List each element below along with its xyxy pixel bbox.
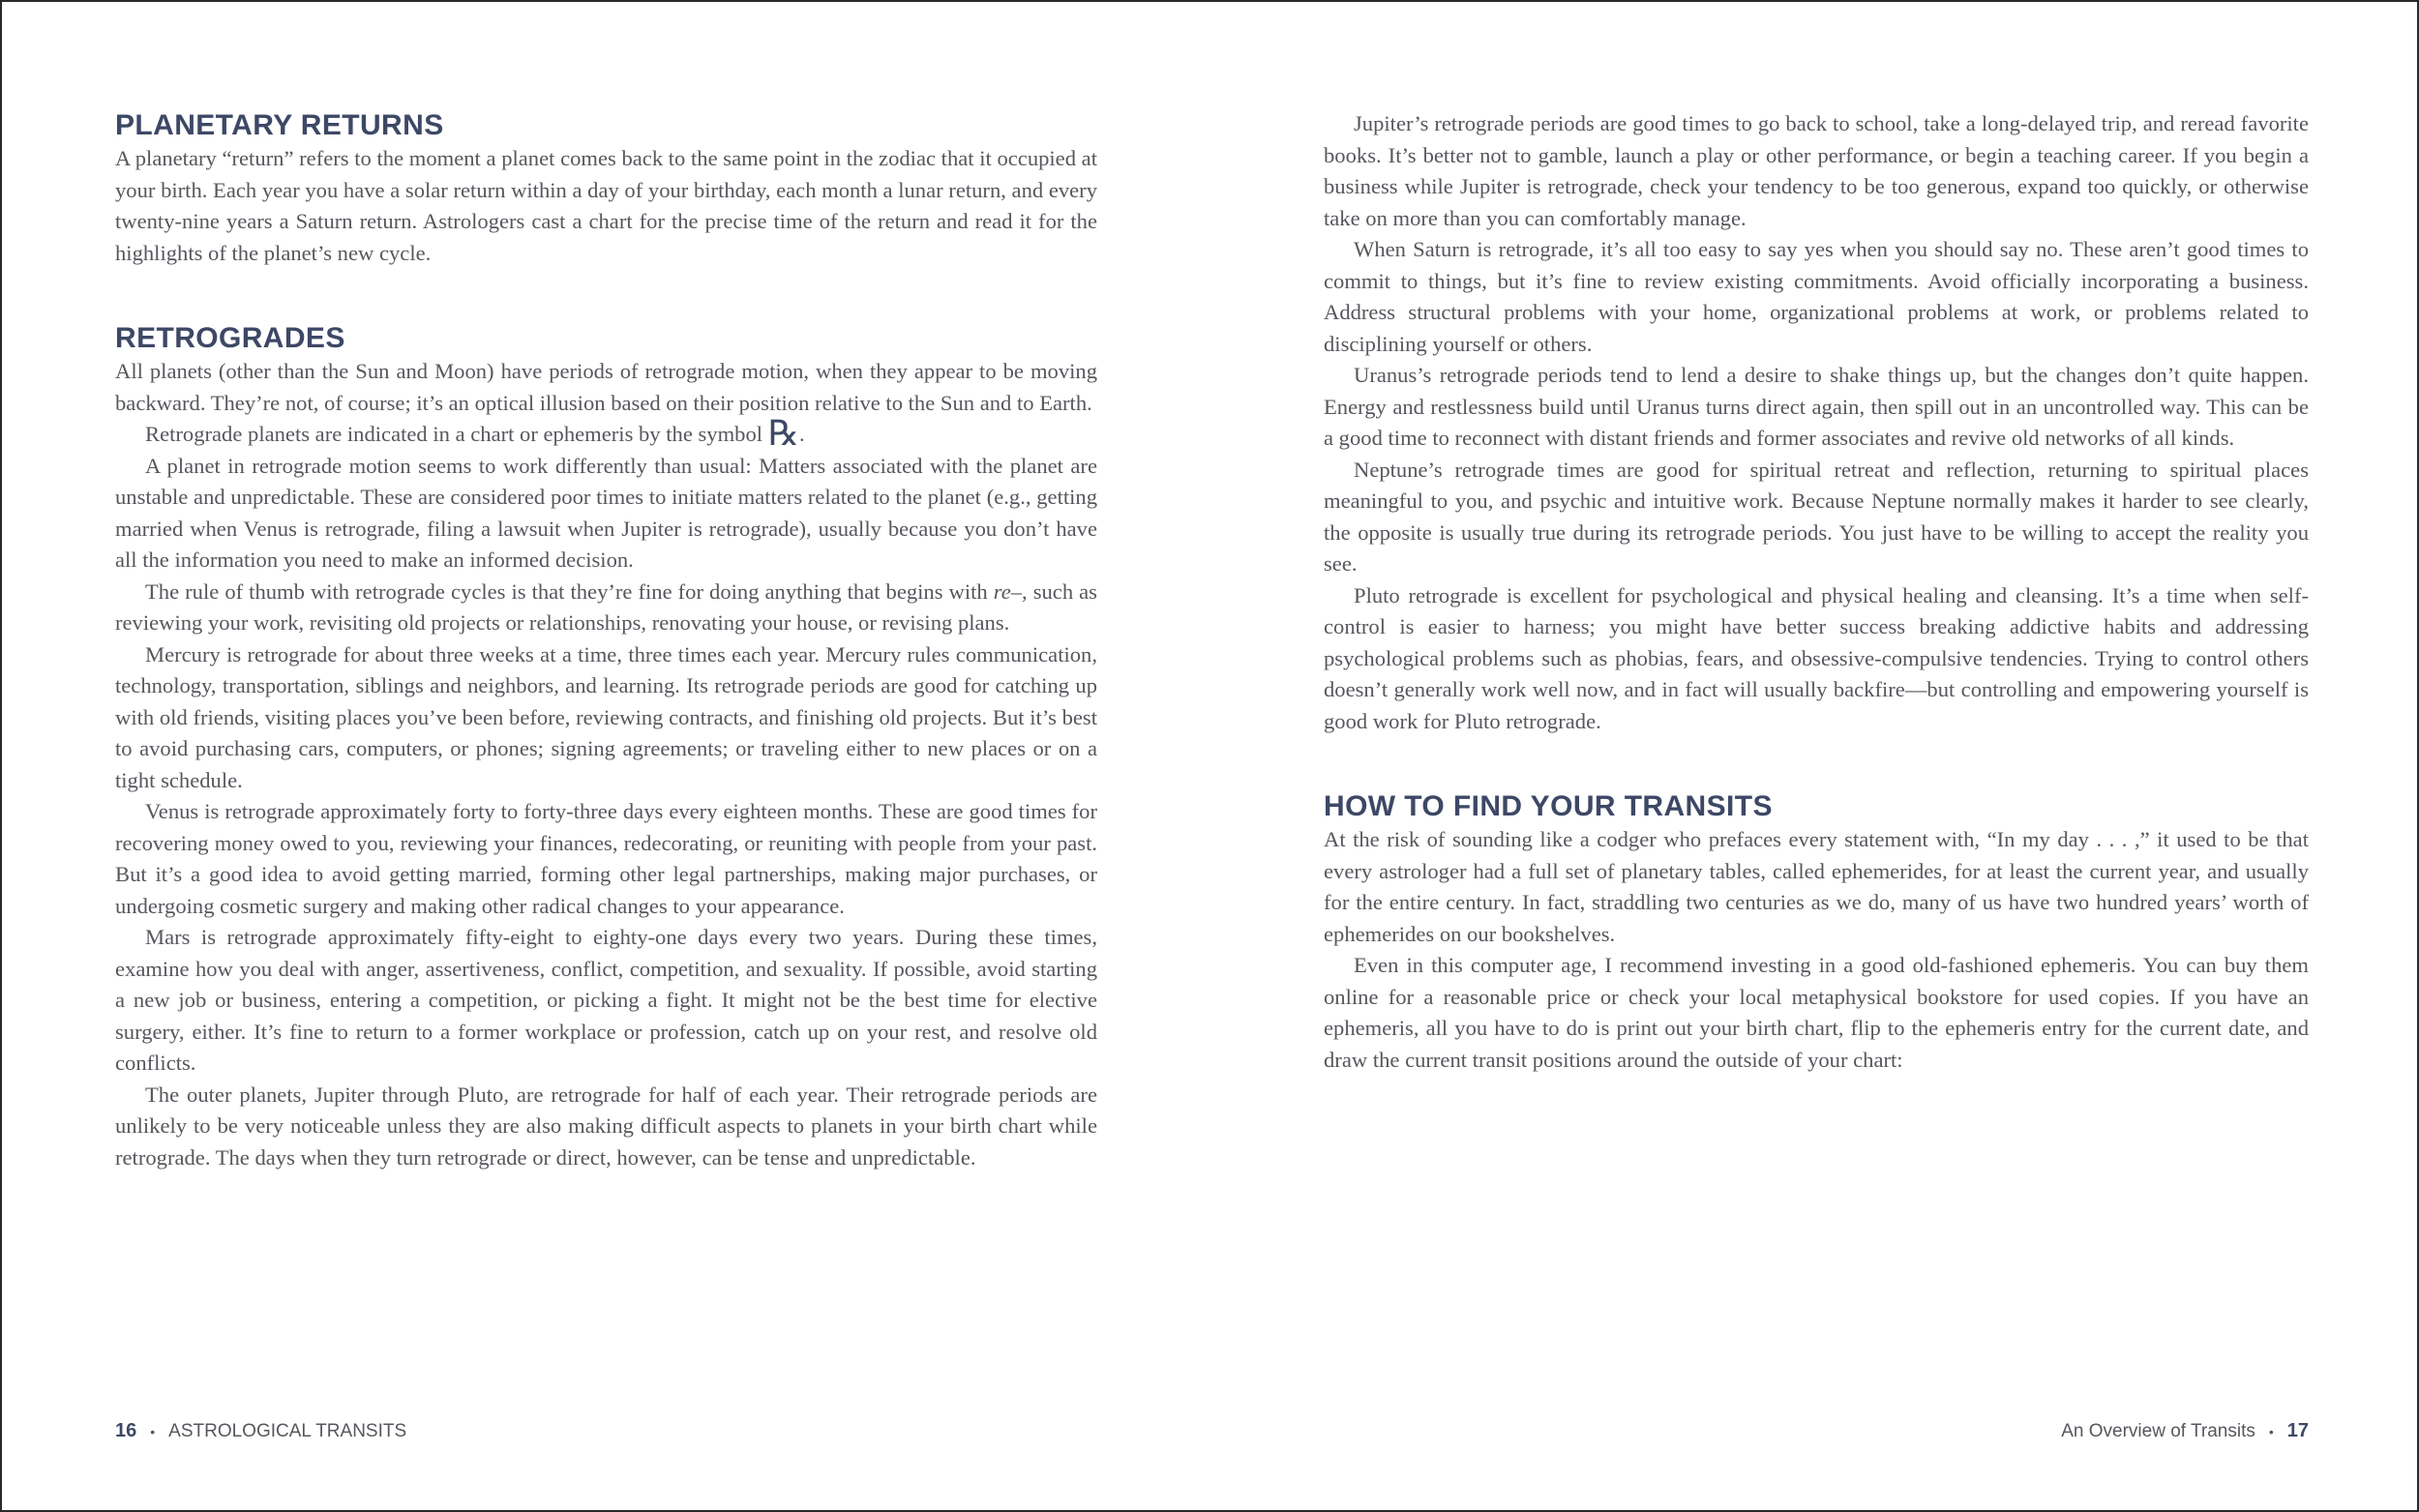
paragraph: All planets (other than the Sun and Moon) have periods of retrograde motion, when they appear to be moving backward. They’re not, of course; it’s an optical illusion based on their position relative to the Sun and to Earth. xyxy=(115,359,1097,415)
paragraph-text: , such as reviewing your work, revisiting old projects or relationships, renovating your house, or revising plans. xyxy=(115,578,1097,635)
paragraph: A planet in retrograde motion seems to work differently than usual: Matters associated with the planet are unstable and unpredictable. These are considered poor times to initiate matters related to the planet (e.g., getting married when Venus is retrograde, filing a lawsuit when Jupiter is retrograde), usually because you don’t have all the information you need to make an informed decision. xyxy=(115,453,1097,572)
footer xyxy=(2061,1420,2309,1442)
running-head: An Overview of Transits xyxy=(2061,1420,2255,1441)
paragraph xyxy=(115,577,1097,639)
separator: • xyxy=(2268,1423,2274,1439)
right-page xyxy=(1324,2,2309,1510)
italic-prefix: re– xyxy=(993,578,1023,604)
paragraph: Jupiter’s retrograde periods are good times to go back to school, take a long-delayed trip, and reread favorite books. It’s better not to gamble, launch a play or other performance, or begin a teaching career. If you begin a business while Jupiter is retrograde, check your tendency to be too generous, expand too quickly, or otherwise take on more than you can comfortably manage. xyxy=(1324,111,2309,230)
section-planetary-returns xyxy=(115,108,1097,269)
section-how-to-find-transits xyxy=(1324,789,2309,1076)
paragraph: Pluto retrograde is excellent for psychological and physical healing and cleansing. It’s a time when self-control is easier to harness; you might have better success breaking addictive habits and addressing psychological problems such as phobias, fears, and obsessive-compulsive tendencies. Trying to control others doesn’t generally work well now, and in fact will usually backfire—but controlling and empowering yourself is good work for Pluto retrograde. xyxy=(1324,582,2309,733)
left-page-content xyxy=(115,108,1097,1226)
paragraph-text: The rule of thumb with retrograde cycles is that they’re fine for doing anything that begins with xyxy=(145,578,988,604)
paragraph: Mercury is retrograde for about three weeks at a time, three times each year. Mercury rules communication, technology, transportation, siblings and neighbors, and learning. Its retrograde periods are good for catching up with old friends, visiting places you’ve been before, reviewing contracts, and finishing old projects. But it’s best to avoid purchasing cars, computers, or phones; signing agreements; or traveling either to new places or on a tight schedule. xyxy=(115,641,1097,792)
paragraph: Uranus’s retrograde periods tend to lend a desire to shake things up, but the changes don’t quite happen. Energy and restlessness build until Uranus turns direct again, then spill out in an uncontrolled way. This can be a good time to reconnect with distant friends and former associates and revive old networks of all kinds. xyxy=(1324,363,2309,450)
paragraph: Neptune’s retrograde times are good for spiritual retreat and reflection, returning to spiritual places meaningful to you, and psychic and intuitive work. Because Neptune normally makes it harder to see clearly, the opposite is usually true during its retrograde periods. You just have to be willing to accept the reality you see. xyxy=(1324,457,2309,576)
section-heading: PLANETARY RETURNS xyxy=(115,109,444,141)
section-retrogrades xyxy=(115,321,1097,1173)
paragraph: Mars is retrograde approximately fifty-eight to eighty-one days every two years. During these times, examine how you deal with anger, assertiveness, conflict, competition, and sexuality. If possible, avoid starting a new job or business, entering a competition, or picking a fight. It might not be the best time for elective surgery, either. It’s fine to return to a former workplace or profession, catch up on your rest, and resolve old conflicts. xyxy=(115,925,1097,1075)
paragraph-end: . xyxy=(798,422,805,446)
paragraph: The outer planets, Jupiter through Pluto, are retrograde for half of each year. Their retrograde periods are unlikely to be very noticeable unless they are also making difficult aspects to planets in your birth chart while retrograde. The days when they turn retrograde or direct, however, can be tense and unpredictable. xyxy=(115,1082,1097,1170)
paragraph: Even in this computer age, I recommend investing in a good old-fashioned ephemeris. You can buy them online for a reasonable price or check your local metaphysical bookstore for used copies. If you have an ephemeris, all you have to do is print out your birth chart, flip to the ephemeris entry for the current date, and draw the current transit positions around the outside of your chart: xyxy=(1324,953,2309,1072)
section-heading: RETROGRADES xyxy=(115,322,345,354)
page-number: 16 xyxy=(115,1420,137,1441)
page-number: 17 xyxy=(2286,1420,2309,1441)
paragraph: At the risk of sounding like a codger who prefaces every statement with, “In my day . . . ,” it used to be that every astrologer had a full set of planetary tables, called ephemerides, for at least the current year, and usually for the entire century. In fact, straddling two centuries as we do, many of us have two hundred years’ worth of ephemerides on our bookshelves. xyxy=(1324,827,2309,946)
section-retrogrades-continued xyxy=(1324,108,2309,737)
separator: • xyxy=(150,1423,156,1439)
right-page-content xyxy=(1324,108,2309,1128)
paragraph-text: Retrograde planets are indicated in a chart or ephemeris by the symbol xyxy=(145,422,763,446)
paragraph xyxy=(115,414,1097,454)
paragraph: Venus is retrograde approximately forty to forty-three days every eighteen months. These are good times for recovering money owed to you, reviewing your finances, redecorating, or reuniting with people from your past. But it’s a good idea to avoid getting married, forming other legal partnerships, making major purchases, or undergoing cosmetic surgery and making other radical changes to your appearance. xyxy=(115,799,1097,918)
paragraph: A planetary “return” refers to the moment a planet comes back to the same point in the zodiac that it occupied at your birth. Each year you have a solar return within a day of your birthday, each month a lunar return, and every twenty-nine years a Saturn return. Astrologers cast a chart for the precise time of the return and read it for the highlights of the planet’s new cycle. xyxy=(115,146,1097,265)
section-heading: HOW TO FIND YOUR TRANSITS xyxy=(1324,790,1773,822)
paragraph: When Saturn is retrograde, it’s all too easy to say yes when you should say no. These aren’t good times to commit to things, but it’s fine to review existing commitments. Avoid officially incorporating a business. Address structural problems with your home, organizational problems at work, or problems related to disciplining yourself or others. xyxy=(1324,237,2309,356)
footer xyxy=(115,1420,406,1442)
running-head: ASTROLOGICAL TRANSITS xyxy=(168,1420,407,1441)
left-page xyxy=(115,2,1097,1510)
retrograde-symbol-icon: ℞ xyxy=(767,414,799,454)
